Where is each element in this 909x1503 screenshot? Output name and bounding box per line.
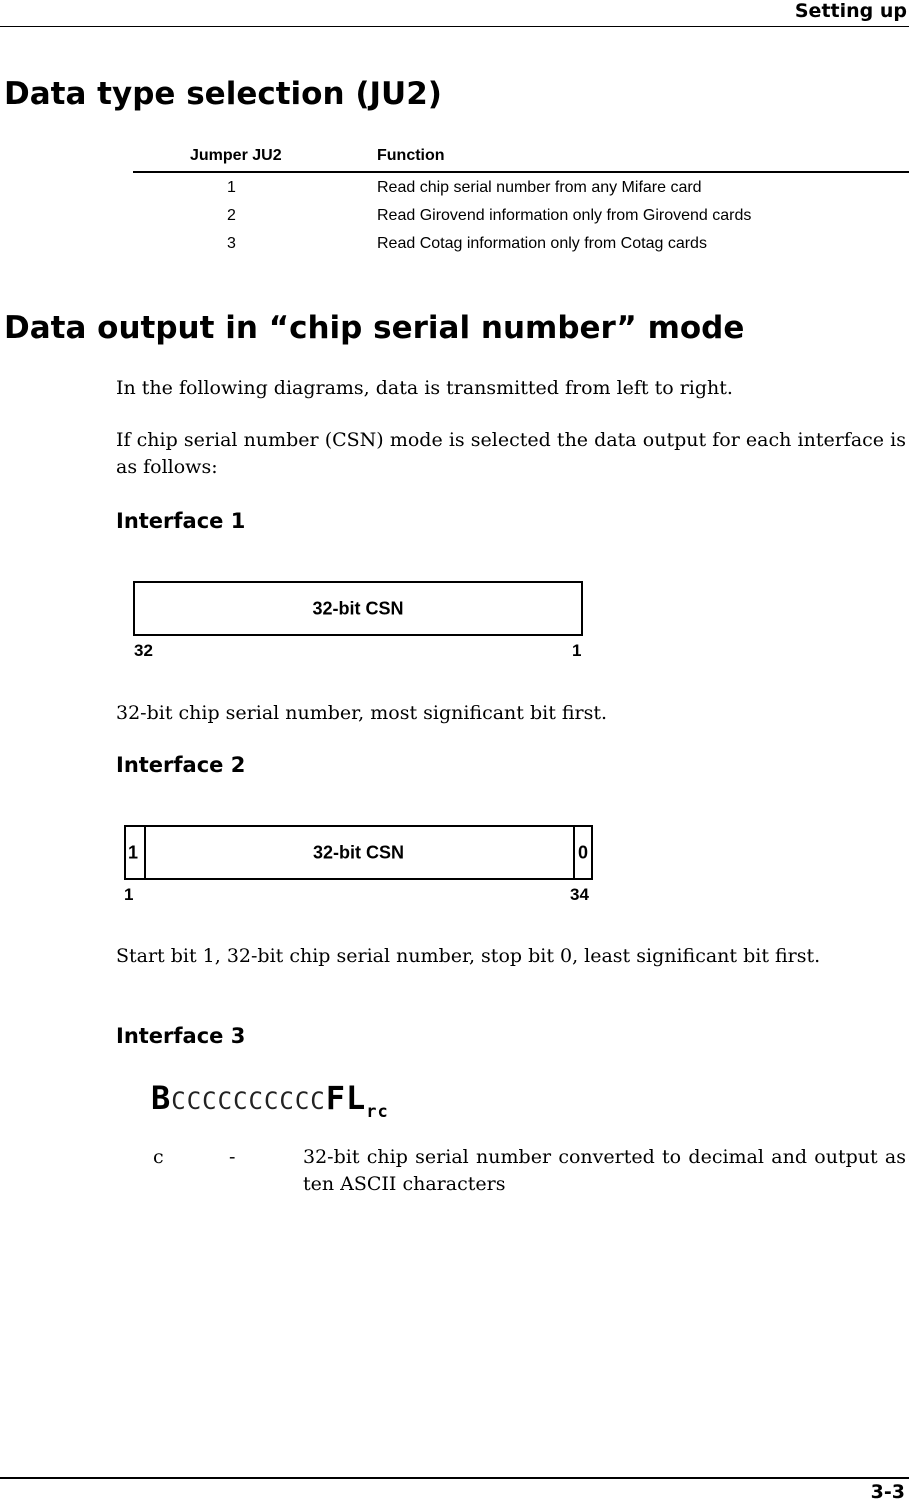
legend-description: 32-bit chip serial number converted to decimal and output as ten ASCII characters: [303, 1146, 906, 1195]
intro-paragraph: In the following diagrams, data is transmitted from left to right.: [116, 377, 733, 399]
table-header-jumper: Jumper JU2: [190, 147, 282, 164]
format-start-char: B: [151, 1079, 172, 1117]
start-bit-label: 1: [128, 842, 139, 862]
frame-box: [124, 825, 593, 880]
first-bit-index: 1: [124, 885, 134, 904]
table-cell-function: Read Cotag information only from Cotag cards: [377, 235, 707, 252]
table-cell-function: Read chip serial number from any Mifare card: [377, 179, 702, 196]
interface-1-description: 32-bit chip serial number, most significant bit first.: [116, 702, 608, 724]
section-title-data-type: Data type selection (JU2): [4, 76, 442, 112]
output-format-string: [151, 1080, 389, 1130]
intro-paragraph: If chip serial number (CSN) mode is selected the data output for each interface is as follows:: [116, 429, 906, 478]
csn-field-label: 32-bit CSN: [312, 598, 404, 618]
format-data-chars: CCCCCCCCCC: [171, 1087, 326, 1115]
page-number: 3-3: [870, 1481, 905, 1503]
stop-bit-divider: [573, 827, 575, 878]
lsb-bit-label: 1: [572, 641, 582, 660]
format-end-chars: FL: [325, 1079, 367, 1117]
running-header: Setting up: [794, 0, 907, 22]
format-subscript: rc: [366, 1102, 389, 1122]
interface-2-heading: Interface 2: [116, 753, 246, 777]
interface-2-description: Start bit 1, 32-bit chip serial number, stop bit 0, least significant bit first.: [116, 945, 821, 967]
table-header-rule: [133, 171, 909, 173]
csn-field-box: [133, 581, 583, 636]
interface-3-heading: Interface 3: [116, 1024, 246, 1048]
table-cell-jumper: 2: [227, 207, 236, 224]
interface-1-heading: Interface 1: [116, 509, 246, 533]
table-cell-function: Read Girovend information only from Girovend cards: [377, 207, 752, 224]
table-cell-jumper: 3: [227, 235, 236, 252]
section-title-csn-mode: Data output in “chip serial number” mode: [4, 310, 745, 346]
header-rule: [0, 26, 909, 27]
table-header-function: Function: [377, 147, 445, 164]
last-bit-index: 34: [570, 885, 589, 904]
stop-bit-label: 0: [578, 842, 589, 862]
csn-field-label: 32-bit CSN: [312, 842, 404, 862]
legend-symbol: c: [153, 1146, 164, 1168]
legend-dash: -: [229, 1146, 236, 1168]
msb-bit-label: 32: [134, 641, 153, 660]
footer-rule: [0, 1477, 909, 1479]
table-cell-jumper: 1: [227, 179, 236, 196]
